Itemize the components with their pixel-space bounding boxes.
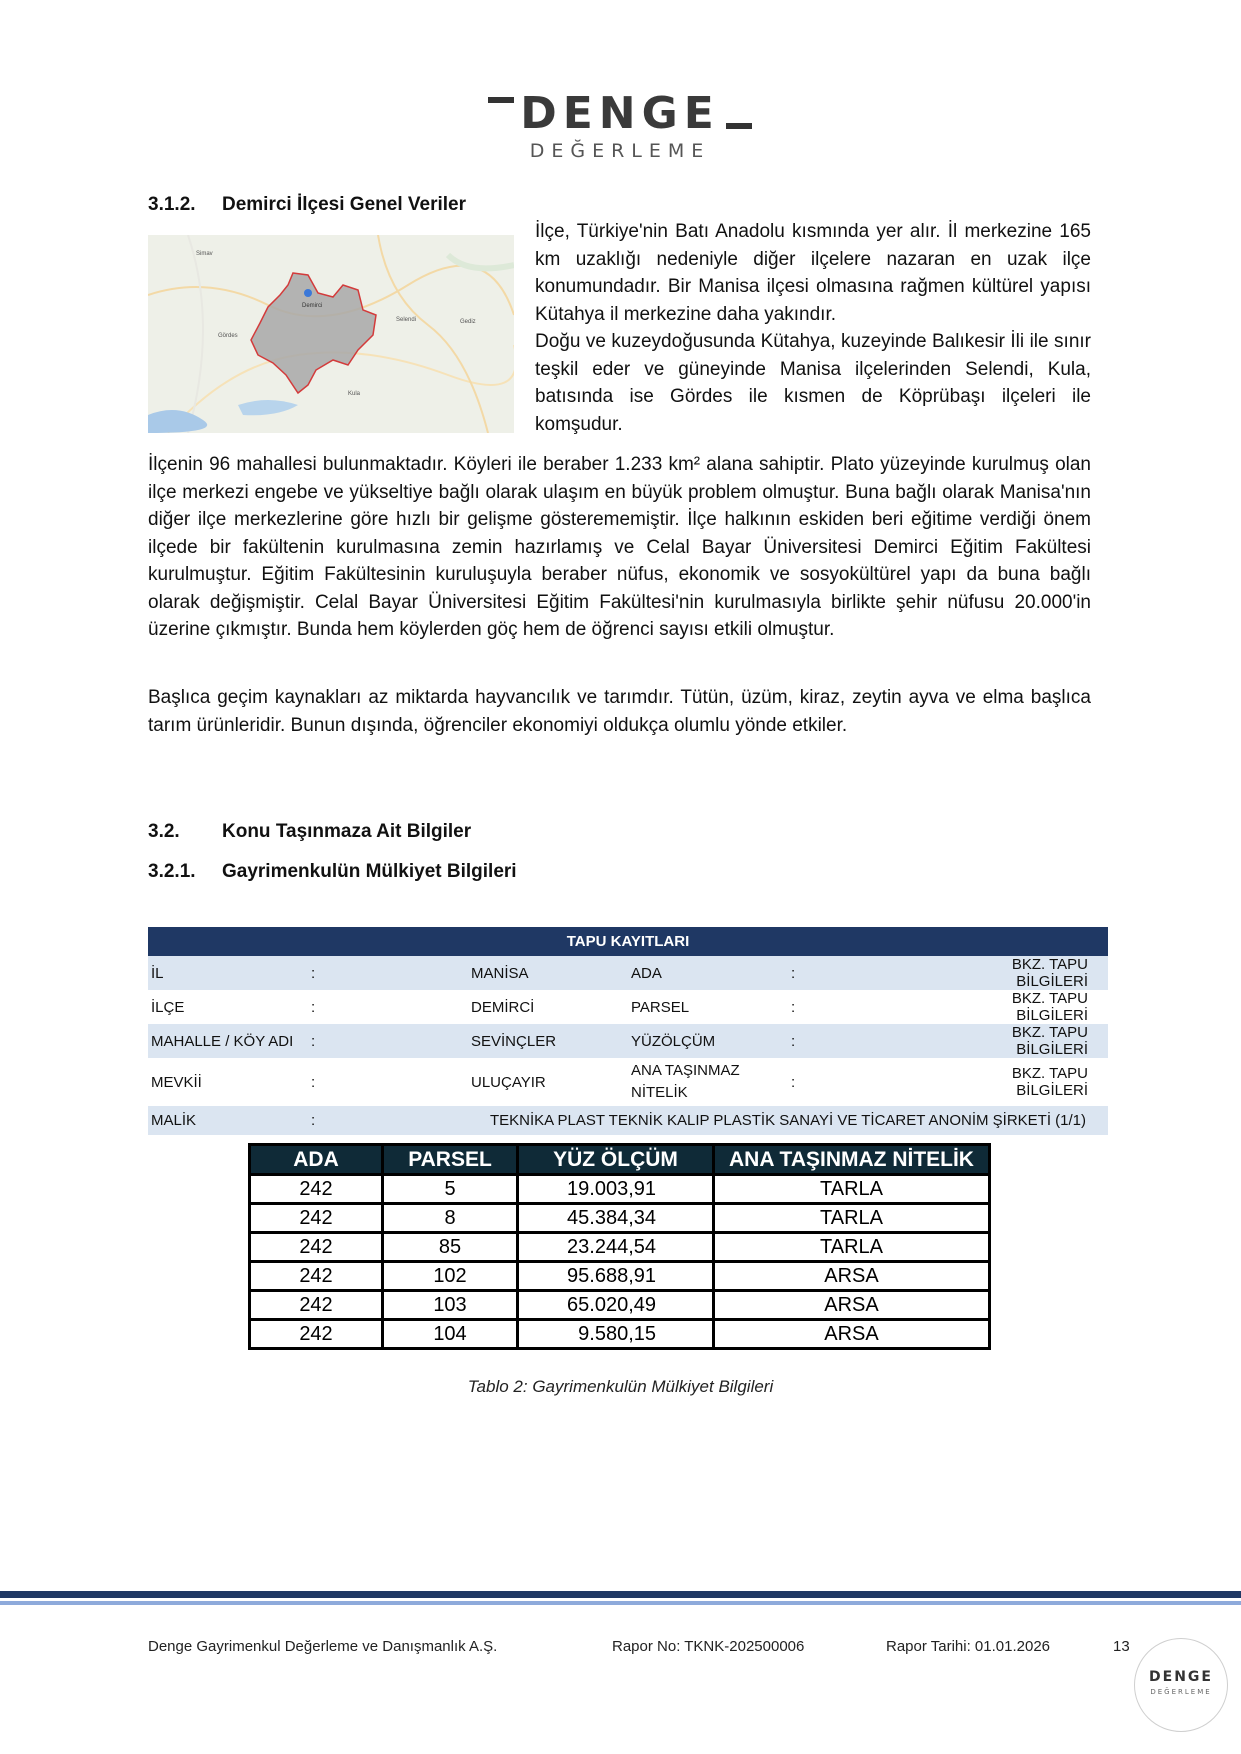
section-number: 3.2.1. bbox=[148, 861, 196, 882]
logo-subtitle: DEĞERLEME bbox=[529, 140, 711, 162]
side-paragraph-2: Doğu ve kuzeydoğusunda Kütahya, kuzeyinde Balıkesir İli ile sınır teşkil eder ve güneyinde Manisa ilçelerinden Selendi, Kula, batısında ise Gördes ile kısmen de Köprübaşı ilçeleri ile komşudur. bbox=[535, 331, 1091, 435]
logo-dash-left bbox=[488, 97, 514, 103]
row-label: MALİK bbox=[148, 1106, 308, 1135]
table-cell: 242 bbox=[250, 1291, 383, 1320]
row-value: DEMİRCİ bbox=[468, 990, 628, 1024]
separator: : bbox=[788, 956, 948, 990]
table-row bbox=[148, 956, 1108, 990]
row-label: MEVKİİ bbox=[148, 1058, 308, 1106]
table-cell: 45.384,34 bbox=[518, 1204, 714, 1233]
table-cell: 8 bbox=[383, 1204, 518, 1233]
table-cell: 23.244,54 bbox=[518, 1233, 714, 1262]
company-logo bbox=[480, 88, 760, 164]
row-value: ULUÇAYIR bbox=[468, 1058, 628, 1106]
side-paragraph-1: İlçe, Türkiye'nin Batı Anadolu kısmında yer alır. İl merkezine 165 km uzaklığı nedeniyle diğer ilçelere nazaran en uzak ilçe konumundadır. Bir Manisa ilçesi olmasına rağmen kültürel yapısı Kütahya il merkezine daha yakındır. bbox=[535, 221, 1091, 325]
separator: : bbox=[788, 990, 948, 1024]
table-row-owner bbox=[148, 1106, 1108, 1135]
separator: : bbox=[788, 1024, 948, 1058]
section-number: 3.1.2. bbox=[148, 194, 196, 215]
column-header: ANA TAŞINMAZ NİTELİK bbox=[714, 1145, 990, 1175]
table-cell: ARSA bbox=[714, 1291, 990, 1320]
table-cell: 242 bbox=[250, 1233, 383, 1262]
table-cell: 85 bbox=[383, 1233, 518, 1262]
table-row bbox=[148, 990, 1108, 1024]
table-cell: TARLA bbox=[714, 1233, 990, 1262]
table-cell: TARLA bbox=[714, 1204, 990, 1233]
logo-dash-right bbox=[726, 123, 752, 129]
section-heading-3-1-2 bbox=[148, 194, 466, 216]
table-cell: TARLA bbox=[714, 1175, 990, 1204]
table-cell: 65.020,49 bbox=[518, 1291, 714, 1320]
row-label: MAHALLE / KÖY ADI bbox=[148, 1024, 308, 1058]
map-label: Gördes bbox=[218, 333, 238, 339]
footer-bar bbox=[0, 1591, 1241, 1598]
footer-company: Denge Gayrimenkul Değerleme ve Danışmanlık A.Ş. bbox=[148, 1638, 498, 1655]
row-label: PARSEL bbox=[628, 990, 788, 1024]
row-value: BKZ. TAPU BİLGİLERİ bbox=[948, 956, 1108, 990]
table-cell: 242 bbox=[250, 1320, 383, 1349]
section-title: Konu Taşınmaza Ait Bilgiler bbox=[222, 821, 472, 842]
table-caption: Tablo 2: Gayrimenkulün Mülkiyet Bilgileri bbox=[467, 1377, 774, 1396]
table-cell: 242 bbox=[250, 1204, 383, 1233]
table-row bbox=[250, 1204, 990, 1233]
footer-report-number: Rapor No: TKNK-202500006 bbox=[612, 1638, 805, 1655]
table-header-row bbox=[250, 1145, 990, 1175]
column-header: ADA bbox=[250, 1145, 383, 1175]
body-paragraph-1: İlçenin 96 mahallesi bulunmaktadır. Köyleri ile beraber 1.233 km² alana sahiptir. Plato yüzeyinde kurulmuş olan ilçe merkezi engebe ve yükseltiye bağlı olarak ulaşım en büyük problem olmuştur. Buna bağlı olarak Manisa'nın diğer ilçe merkezlerine göre hızlı bir gelişme gösterememiştir. İlçe halkının eskiden beri eğitime verdiği önem ilçede bir fakültenin kurulmasına zemin hazırlamış ve Celal Bayar Üniversitesi Demirci Eğitim Fakültesi kurulmuştur. Eğitim Fakültesinin kuruluşuyla beraber nüfus, ekonomik ve sosyokültürel yapı da buna bağlı olarak değişmiştir. Celal Bayar Üniversitesi Eğitim Fakültesi'nin kurulmasıyla birlikte şehir nüfusu 20.000'in üzerine çıkmıştır. Bunda hem köylerden göç hem de öğrenci sayısı etkili olmuştur. bbox=[148, 454, 1091, 640]
table-cell: 95.688,91 bbox=[518, 1262, 714, 1291]
table-cell: 242 bbox=[250, 1262, 383, 1291]
map-label: Kula bbox=[348, 391, 361, 397]
logo-word: DENGE bbox=[520, 88, 720, 139]
page-number: 13 bbox=[1113, 1638, 1130, 1655]
row-label: ADA bbox=[628, 956, 788, 990]
owner-value: TEKNİKA PLAST TEKNİK KALIP PLASTİK SANAYİ VE TİCARET ANONİM ŞİRKETİ (1/1) bbox=[468, 1106, 1108, 1135]
separator: : bbox=[308, 1106, 468, 1135]
map-label: Simav bbox=[196, 251, 213, 257]
seal-subtitle: DEĞERLEME bbox=[1150, 1688, 1212, 1696]
section-heading-3-2-1 bbox=[148, 861, 517, 883]
row-label: YÜZÖLÇÜM bbox=[628, 1024, 788, 1058]
table-title: TAPU KAYITLARI bbox=[148, 927, 1108, 956]
row-value: BKZ. TAPU BİLGİLERİ bbox=[948, 1024, 1108, 1058]
seal-word: DENGE bbox=[1149, 1669, 1213, 1685]
separator: : bbox=[788, 1058, 948, 1106]
table-row bbox=[250, 1175, 990, 1204]
table-cell: 19.003,91 bbox=[518, 1175, 714, 1204]
separator: : bbox=[308, 1058, 468, 1106]
footer-seal-logo bbox=[1134, 1638, 1228, 1732]
separator: : bbox=[308, 1024, 468, 1058]
section-heading-3-2 bbox=[148, 821, 471, 843]
table-title-row bbox=[148, 927, 1108, 956]
side-text-block bbox=[535, 218, 1091, 438]
table-row bbox=[250, 1233, 990, 1262]
table-row bbox=[148, 1058, 1108, 1106]
row-value: SEVİNÇLER bbox=[468, 1024, 628, 1058]
table-row bbox=[148, 1024, 1108, 1058]
table-cell: 242 bbox=[250, 1175, 383, 1204]
table-cell: 5 bbox=[383, 1175, 518, 1204]
table-cell: 103 bbox=[383, 1291, 518, 1320]
body-paragraph-2: Başlıca geçim kaynakları az miktarda hayvancılık ve tarımdır. Tütün, üzüm, kiraz, zeytin ayva ve elma başlıca tarım ürünleridir. Bunun dışında, öğrenciler ekonomiyi oldukça olumlu yönde etkiler. bbox=[148, 687, 1091, 736]
section-title: Demirci İlçesi Genel Veriler bbox=[222, 194, 466, 215]
table-cell: ARSA bbox=[714, 1320, 990, 1349]
table-row bbox=[250, 1262, 990, 1291]
row-value: BKZ. TAPU BİLGİLERİ bbox=[948, 1058, 1108, 1106]
column-header: YÜZ ÖLÇÜM bbox=[518, 1145, 714, 1175]
row-value: MANİSA bbox=[468, 956, 628, 990]
footer-bar-light bbox=[0, 1601, 1241, 1605]
table-row bbox=[250, 1291, 990, 1320]
table-cell: ARSA bbox=[714, 1262, 990, 1291]
table-cell: 104 bbox=[383, 1320, 518, 1349]
map-label: Selendi bbox=[396, 317, 417, 323]
column-header: PARSEL bbox=[383, 1145, 518, 1175]
table-row bbox=[250, 1320, 990, 1349]
district-map bbox=[148, 235, 514, 433]
row-label: İLÇE bbox=[148, 990, 308, 1024]
row-label: ANA TAŞINMAZ NİTELİK bbox=[628, 1058, 788, 1106]
map-label: Demirci bbox=[302, 303, 323, 309]
title-deed-table bbox=[148, 927, 1108, 1135]
section-title: Gayrimenkulün Mülkiyet Bilgileri bbox=[222, 861, 517, 882]
row-value: BKZ. TAPU BİLGİLERİ bbox=[948, 990, 1108, 1024]
row-label: İL bbox=[148, 956, 308, 990]
table-cell: 102 bbox=[383, 1262, 518, 1291]
separator: : bbox=[308, 956, 468, 990]
parcel-table bbox=[248, 1143, 991, 1350]
table-cell: 9.580,15 bbox=[518, 1320, 714, 1349]
footer-report-date: Rapor Tarihi: 01.01.2026 bbox=[886, 1638, 1051, 1655]
section-number: 3.2. bbox=[148, 821, 180, 842]
map-label: Gediz bbox=[460, 319, 476, 325]
separator: : bbox=[308, 990, 468, 1024]
